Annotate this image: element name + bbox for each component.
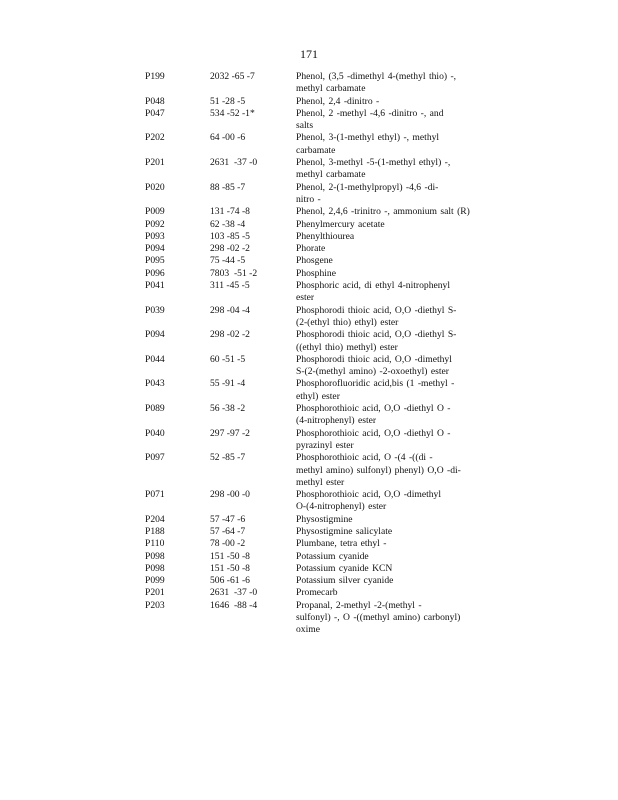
list-item	[145, 538, 545, 550]
waste-code: P048	[145, 95, 165, 107]
waste-code: P040	[145, 427, 165, 439]
cas-number: 298 -02 -2	[210, 243, 250, 255]
cas-number: 60 -51 -5	[210, 353, 246, 365]
list-item	[145, 280, 545, 305]
cas-number: 506 -61 -6	[210, 575, 250, 587]
cas-number: 298 -00 -0	[210, 489, 250, 501]
cas-number: 311 -45 -5	[210, 280, 250, 292]
waste-code: P095	[145, 255, 165, 267]
list-item	[145, 231, 545, 243]
waste-code: P044	[145, 353, 165, 365]
list-item	[145, 243, 545, 255]
hazardous-waste-listing	[145, 71, 545, 637]
waste-code: P199	[145, 71, 165, 82]
chemical-name: Phorate	[296, 243, 326, 255]
chemical-name: Propanal, 2-methyl -2-(methyl - sulfonyl) -, O -((methyl amino) carbonyl) oxime	[296, 599, 461, 636]
cas-number: 51 -28 -5	[210, 95, 246, 107]
cas-number: 2032 -65 -7	[210, 71, 255, 82]
chemical-name: Potassium cyanide KCN	[296, 562, 393, 574]
cas-number: 88 -85 -7	[210, 181, 246, 193]
waste-code: P098	[145, 550, 165, 562]
chemical-name: Phosgene	[296, 255, 333, 267]
chemical-name: Phosphorothioic acid, O,O -diethyl O - (4-nitrophenyl) ester	[296, 403, 451, 427]
waste-code: P094	[145, 243, 165, 255]
waste-code: P202	[145, 132, 165, 144]
chemical-name: Phenol, (3,5 -dimethyl 4-(methyl thio) -, methyl carbamate	[296, 71, 457, 95]
chemical-name: Plumbane, tetra ethyl -	[296, 538, 387, 550]
list-item	[145, 305, 545, 330]
waste-code: P041	[145, 280, 165, 292]
list-item	[145, 329, 545, 354]
chemical-name: Phenol, 2 -methyl -4,6 -dinitro -, and salts	[296, 107, 444, 132]
chemical-name: Promecarb	[296, 587, 338, 599]
chemical-name: Phosphorothioic acid, O,O -diethyl O - pyrazinyl ester	[296, 427, 451, 451]
waste-code: P092	[145, 218, 165, 230]
cas-number: 56 -38 -2	[210, 403, 246, 415]
cas-number: 151 -50 -8	[210, 562, 250, 574]
waste-code: P093	[145, 230, 165, 242]
chemical-name: Phenol, 2,4 -dinitro -	[296, 95, 380, 107]
list-item	[145, 378, 545, 403]
chemical-name: Potassium cyanide	[296, 550, 369, 562]
cas-number: 2631 -37 -0	[210, 157, 258, 169]
list-item	[145, 96, 545, 108]
cas-number: 78 -00 -2	[210, 538, 246, 550]
list-item	[145, 108, 545, 133]
waste-code: P099	[145, 575, 165, 587]
list-item	[145, 255, 545, 267]
waste-code: P043	[145, 378, 165, 390]
chemical-name: Phenol, 3-(1-methyl ethyl) -, methyl carbamate	[296, 132, 440, 156]
chemical-name: Phosphine	[296, 267, 336, 279]
cas-number: 534 -52 -1*	[210, 107, 255, 119]
page-number: 171	[300, 47, 318, 61]
waste-code: P047	[145, 107, 165, 119]
waste-code: P020	[145, 181, 165, 193]
chemical-name: Phenol, 2,4,6 -trinitro -, ammonium salt (R)	[296, 206, 470, 218]
chemical-name: Potassium silver cyanide	[296, 575, 394, 587]
list-item	[145, 526, 545, 538]
chemical-name: Phosphorodi thioic acid, O,O -diethyl S- ((ethyl thio) methyl) ester	[296, 329, 457, 353]
waste-code: P094	[145, 329, 165, 341]
list-item	[145, 71, 545, 96]
list-item	[145, 182, 545, 207]
waste-code: P188	[145, 525, 165, 537]
waste-code: P096	[145, 267, 165, 279]
chemical-name: Phosphoric acid, di ethyl 4-nitrophenyl ester	[296, 280, 451, 304]
cas-number: 103 -85 -5	[210, 230, 250, 242]
cas-number: 297 -97 -2	[210, 427, 250, 439]
cas-number: 57 -64 -7	[210, 525, 246, 537]
list-item	[145, 587, 545, 599]
chemical-name: Phosphorodi thioic acid, O,O -dimethyl S-(2-(methyl amino) -2-oxoethyl) ester	[296, 353, 452, 378]
cas-number: 55 -91 -4	[210, 378, 246, 390]
cas-number: 75 -44 -5	[210, 255, 246, 267]
chemical-name: Phosphorothioic acid, O,O -dimethyl O-(4-nitrophenyl) ester	[296, 489, 442, 513]
cas-number: 298 -04 -4	[210, 304, 250, 316]
cas-number: 2631 -37 -0	[210, 587, 258, 599]
waste-code: P009	[145, 206, 165, 218]
list-item	[145, 514, 545, 526]
waste-code: P098	[145, 562, 165, 574]
cas-number: 52 -85 -7	[210, 452, 246, 464]
waste-code: P201	[145, 587, 165, 599]
cas-number: 1646 -88 -4	[210, 599, 258, 611]
list-item	[145, 354, 545, 379]
chemical-name: Phenylthiourea	[296, 230, 355, 242]
chemical-name: Physostigmine	[296, 513, 353, 525]
cas-number: 298 -02 -2	[210, 329, 250, 341]
list-item	[145, 575, 545, 587]
chemical-name: Phenylmercury acetate	[296, 218, 385, 230]
list-item	[145, 452, 545, 489]
cas-number: 62 -38 -4	[210, 218, 246, 230]
waste-code: P039	[145, 304, 165, 316]
chemical-name: Phosphorodi thioic acid, O,O -diethyl S- (2-(ethyl thio) ethyl) ester	[296, 304, 457, 328]
waste-code: P110	[145, 538, 165, 550]
list-item	[145, 489, 545, 514]
waste-code: P204	[145, 513, 165, 525]
chemical-name: Phenol, 3-methyl -5-(1-methyl ethyl) -, methyl carbamate	[296, 157, 451, 181]
chemical-name: Phenol, 2-(1-methylpropyl) -4,6 -di- nitro -	[296, 181, 439, 205]
list-item	[145, 157, 545, 182]
cas-number: 57 -47 -6	[210, 513, 246, 525]
list-item	[145, 206, 545, 218]
cas-number: 64 -00 -6	[210, 132, 246, 144]
cas-number: 151 -50 -8	[210, 550, 250, 562]
waste-code: P203	[145, 599, 165, 611]
list-item	[145, 563, 545, 575]
list-item	[145, 132, 545, 157]
chemical-name: Physostigmine salicylate	[296, 525, 393, 537]
list-item	[145, 268, 545, 280]
list-item	[145, 219, 545, 231]
waste-code: P201	[145, 157, 165, 169]
list-item	[145, 428, 545, 453]
chemical-name: Phosphorothioic acid, O -(4 -((di - methyl amino) sulfonyl) phenyl) O,O -di- methyl ester	[296, 452, 461, 488]
list-item	[145, 551, 545, 563]
list-item	[145, 403, 545, 428]
waste-code: P089	[145, 403, 165, 415]
list-item	[145, 600, 545, 637]
chemical-name: Phosphorofluoridic acid,bis (1 -methyl - ethyl) ester	[296, 378, 455, 402]
cas-number: 7803 -51 -2	[210, 267, 258, 279]
cas-number: 131 -74 -8	[210, 206, 250, 218]
waste-code: P097	[145, 452, 165, 464]
waste-code: P071	[145, 489, 165, 501]
